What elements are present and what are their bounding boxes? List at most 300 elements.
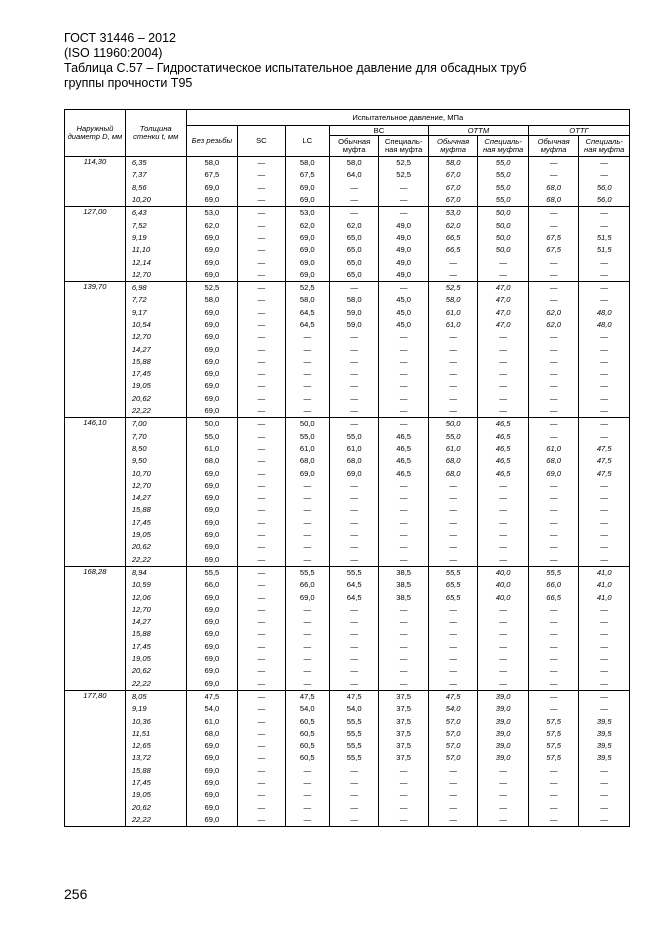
cell-ottg-special: — xyxy=(579,517,630,529)
cell-plain-end: 69,0 xyxy=(186,356,238,368)
cell-ottg-special: — xyxy=(579,554,630,567)
cell-plain-end: 69,0 xyxy=(186,665,238,677)
cell-plain-end: 58,0 xyxy=(186,157,238,170)
cell-bc-special: — xyxy=(379,789,428,801)
cell-ottg-regular: — xyxy=(528,219,579,231)
cell-ottm-regular: — xyxy=(428,480,477,492)
cell-ottg-regular: — xyxy=(528,789,579,801)
cell-bc-special: — xyxy=(379,207,428,220)
cell-sc: — xyxy=(238,244,285,256)
cell-bc-special: — xyxy=(379,554,428,567)
cell-sc: — xyxy=(238,380,285,392)
cell-ottg-special: — xyxy=(579,677,630,690)
cell-ottg-regular: — xyxy=(528,169,579,181)
cell-ottg-special: — xyxy=(579,703,630,715)
cell-ottg-regular: — xyxy=(528,677,579,690)
cell-ottg-regular: — xyxy=(528,777,579,789)
cell-bc-regular: — xyxy=(329,541,378,553)
cell-bc-special: — xyxy=(379,343,428,355)
cell-lc: — xyxy=(285,765,329,777)
cell-lc: 60,5 xyxy=(285,715,329,727)
cell-ottm-regular: 55,0 xyxy=(428,431,477,443)
cell-sc: — xyxy=(238,343,285,355)
cell-wall-thickness: 15,88 xyxy=(125,628,186,640)
cell-bc-special: — xyxy=(379,182,428,194)
cell-ottm-regular: — xyxy=(428,331,477,343)
cell-wall-thickness: 14,27 xyxy=(125,343,186,355)
table-row xyxy=(65,777,630,789)
cell-plain-end: 69,0 xyxy=(186,628,238,640)
cell-sc: — xyxy=(238,232,285,244)
cell-ottm-regular: 67,0 xyxy=(428,182,477,194)
cell-sc: — xyxy=(238,467,285,479)
cell-ottm-special: — xyxy=(478,393,529,405)
cell-ottg-special: — xyxy=(579,665,630,677)
iso-reference: (ISO 11960:2004) xyxy=(64,46,163,60)
table-row xyxy=(65,604,630,616)
cell-wall-thickness: 13,72 xyxy=(125,752,186,764)
cell-wall-thickness: 12,06 xyxy=(125,591,186,603)
cell-sc: — xyxy=(238,269,285,282)
cell-wall-thickness: 12,14 xyxy=(125,256,186,268)
cell-ottg-regular: — xyxy=(528,269,579,282)
cell-sc: — xyxy=(238,703,285,715)
cell-bc-regular: 55,5 xyxy=(329,728,378,740)
cell-outer-diameter: 146,10 xyxy=(65,418,126,567)
cell-ottg-regular: 57,5 xyxy=(528,740,579,752)
table-row xyxy=(65,665,630,677)
cell-plain-end: 68,0 xyxy=(186,455,238,467)
cell-lc: 53,0 xyxy=(285,207,329,220)
cell-ottg-regular: — xyxy=(528,281,579,294)
cell-lc: — xyxy=(285,628,329,640)
cell-sc: — xyxy=(238,566,285,579)
cell-ottm-regular: — xyxy=(428,777,477,789)
cell-sc: — xyxy=(238,591,285,603)
cell-ottm-special: 47,0 xyxy=(478,294,529,306)
cell-ottm-regular: 66,5 xyxy=(428,232,477,244)
cell-ottm-special: 40,0 xyxy=(478,591,529,603)
cell-sc: — xyxy=(238,579,285,591)
cell-lc: 60,5 xyxy=(285,728,329,740)
cell-ottm-special: 50,0 xyxy=(478,244,529,256)
cell-ottm-special: 39,0 xyxy=(478,715,529,727)
cell-ottm-special: — xyxy=(478,765,529,777)
cell-sc: — xyxy=(238,801,285,813)
cell-ottg-regular: — xyxy=(528,690,579,703)
cell-ottm-special: 46,5 xyxy=(478,455,529,467)
cell-lc: 60,5 xyxy=(285,740,329,752)
cell-bc-special: — xyxy=(379,405,428,418)
cell-sc: — xyxy=(238,740,285,752)
cell-bc-special: — xyxy=(379,653,428,665)
cell-ottm-regular: — xyxy=(428,789,477,801)
cell-lc: — xyxy=(285,492,329,504)
cell-sc: — xyxy=(238,331,285,343)
cell-plain-end: 69,0 xyxy=(186,307,238,319)
cell-lc: — xyxy=(285,368,329,380)
cell-wall-thickness: 10,70 xyxy=(125,467,186,479)
table-row xyxy=(65,244,630,256)
cell-wall-thickness: 14,27 xyxy=(125,492,186,504)
cell-bc-regular: — xyxy=(329,529,378,541)
cell-ottg-special: — xyxy=(579,393,630,405)
cell-lc: 69,0 xyxy=(285,182,329,194)
cell-wall-thickness: 6,98 xyxy=(125,281,186,294)
cell-sc: — xyxy=(238,207,285,220)
cell-sc: — xyxy=(238,431,285,443)
cell-lc: — xyxy=(285,653,329,665)
cell-sc: — xyxy=(238,368,285,380)
cell-sc: — xyxy=(238,307,285,319)
cell-ottg-regular: 66,5 xyxy=(528,591,579,603)
cell-bc-special: — xyxy=(379,616,428,628)
cell-sc: — xyxy=(238,554,285,567)
cell-bc-regular: — xyxy=(329,517,378,529)
cell-bc-special: — xyxy=(379,368,428,380)
cell-ottm-special: 47,0 xyxy=(478,319,529,331)
cell-lc: — xyxy=(285,356,329,368)
cell-sc: — xyxy=(238,157,285,170)
cell-ottg-special: 51,5 xyxy=(579,232,630,244)
cell-wall-thickness: 20,62 xyxy=(125,801,186,813)
cell-ottm-special: — xyxy=(478,616,529,628)
cell-lc: — xyxy=(285,504,329,516)
cell-wall-thickness: 15,88 xyxy=(125,356,186,368)
cell-plain-end: 69,0 xyxy=(186,492,238,504)
cell-bc-regular: 62,0 xyxy=(329,219,378,231)
cell-lc: 55,0 xyxy=(285,431,329,443)
cell-bc-regular: 69,0 xyxy=(329,467,378,479)
cell-sc: — xyxy=(238,418,285,431)
cell-wall-thickness: 8,50 xyxy=(125,443,186,455)
cell-bc-special: 52,5 xyxy=(379,169,428,181)
cell-wall-thickness: 19,05 xyxy=(125,789,186,801)
cell-ottm-regular: 65,5 xyxy=(428,591,477,603)
table-row xyxy=(65,591,630,603)
cell-wall-thickness: 7,37 xyxy=(125,169,186,181)
cell-bc-special: — xyxy=(379,541,428,553)
col-test-pressure: Испытательное давление, МПа xyxy=(186,110,629,126)
cell-ottg-regular: — xyxy=(528,628,579,640)
cell-lc: — xyxy=(285,554,329,567)
cell-ottg-special: 56,0 xyxy=(579,194,630,207)
table-row xyxy=(65,294,630,306)
cell-wall-thickness: 19,05 xyxy=(125,653,186,665)
cell-sc: — xyxy=(238,455,285,467)
cell-ottg-regular: — xyxy=(528,343,579,355)
cell-ottg-special: — xyxy=(579,431,630,443)
cell-ottg-special: 56,0 xyxy=(579,182,630,194)
cell-sc: — xyxy=(238,765,285,777)
cell-sc: — xyxy=(238,777,285,789)
cell-sc: — xyxy=(238,789,285,801)
table-row xyxy=(65,616,630,628)
cell-ottg-special: — xyxy=(579,777,630,789)
cell-ottm-regular: 61,0 xyxy=(428,307,477,319)
cell-plain-end: 69,0 xyxy=(186,467,238,479)
cell-ottm-regular: — xyxy=(428,801,477,813)
cell-lc: — xyxy=(285,380,329,392)
cell-plain-end: 61,0 xyxy=(186,715,238,727)
cell-bc-regular: — xyxy=(329,777,378,789)
cell-ottg-regular: — xyxy=(528,504,579,516)
cell-sc: — xyxy=(238,641,285,653)
cell-sc: — xyxy=(238,294,285,306)
cell-ottg-regular: — xyxy=(528,665,579,677)
table-row xyxy=(65,232,630,244)
cell-sc: — xyxy=(238,814,285,827)
cell-ottg-special: 39,5 xyxy=(579,728,630,740)
cell-bc-regular: — xyxy=(329,604,378,616)
cell-plain-end: 69,0 xyxy=(186,331,238,343)
table-row xyxy=(65,480,630,492)
table-row xyxy=(65,169,630,181)
cell-ottg-regular: — xyxy=(528,157,579,170)
cell-wall-thickness: 22,22 xyxy=(125,554,186,567)
cell-bc-special: — xyxy=(379,814,428,827)
cell-ottm-regular: — xyxy=(428,393,477,405)
cell-ottm-regular: 57,0 xyxy=(428,752,477,764)
cell-bc-special: 37,5 xyxy=(379,715,428,727)
cell-lc: — xyxy=(285,665,329,677)
cell-ottg-regular: — xyxy=(528,256,579,268)
cell-ottg-regular: 57,5 xyxy=(528,715,579,727)
cell-ottg-regular: 68,0 xyxy=(528,194,579,207)
cell-bc-special: 38,5 xyxy=(379,566,428,579)
cell-plain-end: 55,5 xyxy=(186,566,238,579)
cell-ottg-regular: — xyxy=(528,431,579,443)
cell-ottg-regular: — xyxy=(528,368,579,380)
cell-outer-diameter: 139,70 xyxy=(65,281,126,417)
cell-lc: — xyxy=(285,331,329,343)
cell-ottg-special: — xyxy=(579,256,630,268)
cell-plain-end: 69,0 xyxy=(186,319,238,331)
table-row xyxy=(65,789,630,801)
cell-bc-regular: 65,0 xyxy=(329,269,378,282)
cell-ottm-regular: — xyxy=(428,641,477,653)
cell-plain-end: 58,0 xyxy=(186,294,238,306)
cell-ottm-regular: 57,0 xyxy=(428,740,477,752)
cell-ottm-regular: — xyxy=(428,405,477,418)
cell-ottm-special: — xyxy=(478,814,529,827)
cell-ottm-special: 39,0 xyxy=(478,703,529,715)
cell-bc-regular: 55,5 xyxy=(329,715,378,727)
cell-bc-special: — xyxy=(379,604,428,616)
cell-ottm-special: — xyxy=(478,801,529,813)
cell-ottm-regular: 57,0 xyxy=(428,728,477,740)
table-row xyxy=(65,752,630,764)
table-row xyxy=(65,331,630,343)
cell-wall-thickness: 12,70 xyxy=(125,331,186,343)
cell-bc-regular: — xyxy=(329,492,378,504)
cell-bc-special: 45,0 xyxy=(379,319,428,331)
cell-bc-special: — xyxy=(379,380,428,392)
cell-bc-regular: — xyxy=(329,343,378,355)
cell-bc-special: — xyxy=(379,677,428,690)
cell-outer-diameter: 177,80 xyxy=(65,690,126,826)
cell-ottg-regular: — xyxy=(528,517,579,529)
cell-lc: 64,5 xyxy=(285,307,329,319)
cell-ottm-special: 55,0 xyxy=(478,169,529,181)
cell-wall-thickness: 10,59 xyxy=(125,579,186,591)
cell-lc: 58,0 xyxy=(285,294,329,306)
table-caption-cont: группы прочности Т95 xyxy=(64,76,193,90)
cell-ottm-regular: 61,0 xyxy=(428,319,477,331)
cell-lc: — xyxy=(285,641,329,653)
cell-bc-special: 49,0 xyxy=(379,244,428,256)
cell-ottg-special: — xyxy=(579,529,630,541)
cell-bc-regular: 59,0 xyxy=(329,307,378,319)
cell-bc-regular: — xyxy=(329,368,378,380)
cell-ottg-special: — xyxy=(579,641,630,653)
cell-sc: — xyxy=(238,715,285,727)
cell-wall-thickness: 17,45 xyxy=(125,517,186,529)
cell-ottg-special: 41,0 xyxy=(579,566,630,579)
cell-plain-end: 69,0 xyxy=(186,814,238,827)
cell-bc-regular: — xyxy=(329,814,378,827)
cell-wall-thickness: 17,45 xyxy=(125,368,186,380)
cell-sc: — xyxy=(238,616,285,628)
cell-bc-special: 37,5 xyxy=(379,740,428,752)
cell-ottm-regular: — xyxy=(428,504,477,516)
cell-bc-special: — xyxy=(379,628,428,640)
cell-bc-regular: 55,5 xyxy=(329,740,378,752)
cell-ottg-regular: 69,0 xyxy=(528,467,579,479)
cell-plain-end: 69,0 xyxy=(186,765,238,777)
cell-ottm-special: 55,0 xyxy=(478,182,529,194)
table-row xyxy=(65,677,630,690)
cell-ottg-regular: — xyxy=(528,356,579,368)
cell-ottg-special: — xyxy=(579,219,630,231)
cell-ottg-regular: 62,0 xyxy=(528,307,579,319)
cell-sc: — xyxy=(238,604,285,616)
cell-lc: 60,5 xyxy=(285,752,329,764)
table-row xyxy=(65,256,630,268)
cell-bc-regular: — xyxy=(329,504,378,516)
table-row xyxy=(65,418,630,431)
cell-bc-special: — xyxy=(379,418,428,431)
cell-plain-end: 69,0 xyxy=(186,777,238,789)
cell-ottg-special: — xyxy=(579,480,630,492)
cell-ottg-regular: — xyxy=(528,529,579,541)
cell-ottg-special: — xyxy=(579,281,630,294)
cell-lc: 50,0 xyxy=(285,418,329,431)
cell-ottm-regular: — xyxy=(428,616,477,628)
cell-lc: — xyxy=(285,517,329,529)
col-sc: SC xyxy=(238,126,285,157)
cell-lc: 69,0 xyxy=(285,256,329,268)
cell-ottm-regular: — xyxy=(428,356,477,368)
cell-wall-thickness: 10,20 xyxy=(125,194,186,207)
cell-bc-special: — xyxy=(379,801,428,813)
table-row xyxy=(65,715,630,727)
table-row xyxy=(65,356,630,368)
cell-ottm-special: — xyxy=(478,343,529,355)
cell-bc-special: — xyxy=(379,356,428,368)
cell-bc-special: 38,5 xyxy=(379,591,428,603)
document-header xyxy=(64,31,527,91)
cell-bc-regular: 65,0 xyxy=(329,232,378,244)
cell-plain-end: 67,5 xyxy=(186,169,238,181)
cell-sc: — xyxy=(238,752,285,764)
cell-ottg-special: — xyxy=(579,207,630,220)
cell-ottm-regular: — xyxy=(428,343,477,355)
cell-bc-special: 49,0 xyxy=(379,269,428,282)
cell-sc: — xyxy=(238,677,285,690)
cell-bc-regular: — xyxy=(329,405,378,418)
cell-wall-thickness: 7,00 xyxy=(125,418,186,431)
table-row xyxy=(65,728,630,740)
cell-bc-special: — xyxy=(379,480,428,492)
cell-plain-end: 69,0 xyxy=(186,554,238,567)
cell-lc: 52,5 xyxy=(285,281,329,294)
cell-ottg-special: — xyxy=(579,368,630,380)
cell-ottm-special: 39,0 xyxy=(478,690,529,703)
cell-lc: 54,0 xyxy=(285,703,329,715)
cell-bc-regular: — xyxy=(329,207,378,220)
cell-ottm-regular: 47,5 xyxy=(428,690,477,703)
cell-ottm-special: — xyxy=(478,405,529,418)
cell-ottg-regular: — xyxy=(528,380,579,392)
cell-ottm-regular: — xyxy=(428,604,477,616)
cell-ottg-special: — xyxy=(579,356,630,368)
table-row xyxy=(65,653,630,665)
cell-bc-regular: — xyxy=(329,182,378,194)
cell-bc-special: 45,0 xyxy=(379,307,428,319)
cell-ottg-regular: — xyxy=(528,405,579,418)
cell-plain-end: 69,0 xyxy=(186,380,238,392)
cell-outer-diameter: 114,30 xyxy=(65,157,126,207)
table-row xyxy=(65,343,630,355)
cell-sc: — xyxy=(238,443,285,455)
col-bc-special: Специаль- ная муфта xyxy=(379,136,428,157)
cell-ottg-special: — xyxy=(579,604,630,616)
cell-bc-special: — xyxy=(379,517,428,529)
cell-ottg-special: — xyxy=(579,653,630,665)
cell-wall-thickness: 9,50 xyxy=(125,455,186,467)
cell-bc-special: 46,5 xyxy=(379,467,428,479)
cell-ottm-regular: 50,0 xyxy=(428,418,477,431)
cell-ottg-regular: 62,0 xyxy=(528,319,579,331)
table-row xyxy=(65,319,630,331)
cell-plain-end: 62,0 xyxy=(186,219,238,231)
cell-ottg-special: 48,0 xyxy=(579,319,630,331)
cell-ottg-special: 48,0 xyxy=(579,307,630,319)
cell-lc: 67,5 xyxy=(285,169,329,181)
cell-plain-end: 69,0 xyxy=(186,368,238,380)
col-outer-diameter: Наружный диаметр D, мм xyxy=(65,110,126,157)
cell-ottg-special: — xyxy=(579,157,630,170)
cell-ottm-special: 39,0 xyxy=(478,752,529,764)
cell-lc: — xyxy=(285,616,329,628)
cell-bc-regular: — xyxy=(329,677,378,690)
cell-ottg-regular: — xyxy=(528,207,579,220)
cell-ottg-regular: — xyxy=(528,492,579,504)
col-ottg-regular: Обычная муфта xyxy=(528,136,579,157)
cell-ottm-special: — xyxy=(478,380,529,392)
table-row xyxy=(65,194,630,207)
cell-ottg-regular: — xyxy=(528,418,579,431)
cell-bc-special: 46,5 xyxy=(379,455,428,467)
cell-bc-special: 52,5 xyxy=(379,157,428,170)
col-ottm-regular: Обычная муфта xyxy=(428,136,477,157)
cell-ottm-regular: — xyxy=(428,677,477,690)
cell-ottg-regular: — xyxy=(528,765,579,777)
cell-ottm-regular: — xyxy=(428,517,477,529)
cell-ottg-regular: 61,0 xyxy=(528,443,579,455)
cell-sc: — xyxy=(238,319,285,331)
